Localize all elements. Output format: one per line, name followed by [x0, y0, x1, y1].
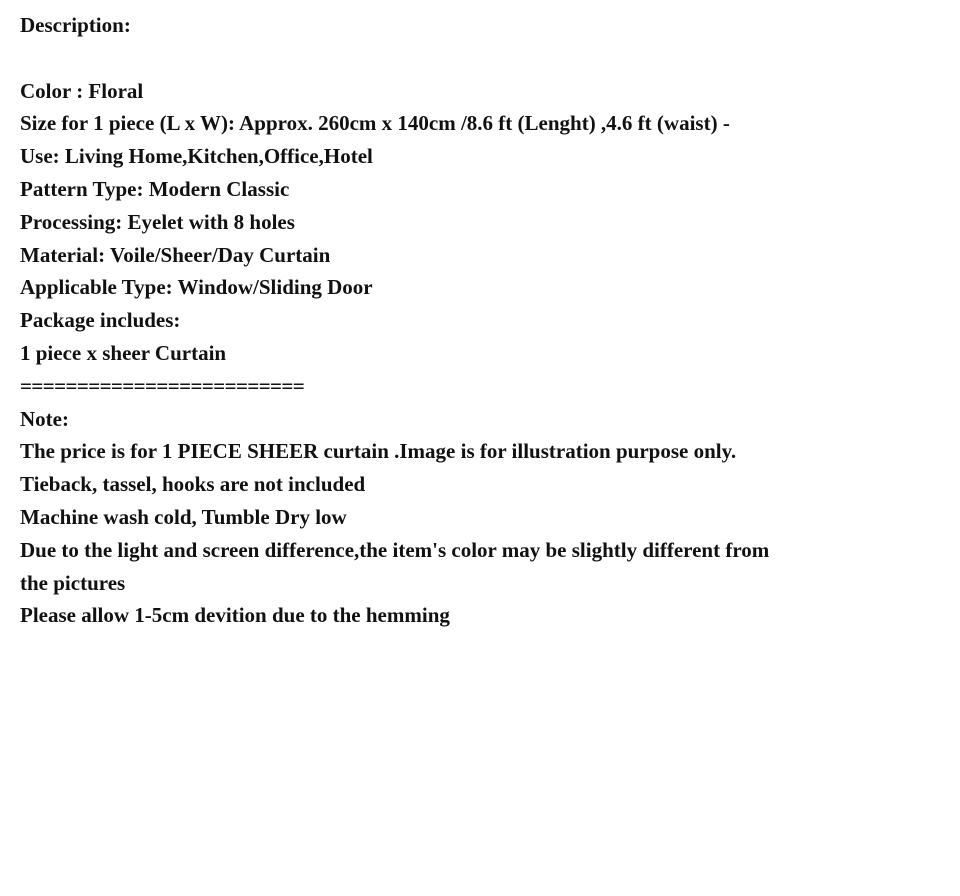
applicable-type-spec: Applicable Type: Window/Sliding Door — [20, 275, 373, 300]
pattern-type-spec: Pattern Type: Modern Classic — [20, 176, 290, 201]
color-spec: Color : Floral — [20, 78, 144, 103]
package-item: 1 piece x sheer Curtain — [20, 340, 227, 365]
processing-spec: Processing: Eyelet with 8 holes — [20, 209, 295, 234]
material-spec: Material: Voile/Sheer/Day Curtain — [20, 242, 331, 267]
package-heading: Package includes: — [20, 308, 181, 333]
note-line-washing: Machine wash cold, Tumble Dry low — [20, 504, 347, 529]
blank-line — [20, 42, 900, 75]
product-description — [20, 9, 900, 632]
use-spec: Use: Living Home,Kitchen,Office,Hotel — [20, 144, 373, 169]
note-heading: Note: — [20, 406, 69, 431]
note-line-price: The price is for 1 PIECE SHEER curtain .Image is for illustration purpose only. — [20, 439, 737, 464]
separator-line: ========================= — [20, 373, 305, 398]
size-spec: Size for 1 piece (L x W): Approx. 260cm x 140cm /8.6 ft (Lenght) ,4.6 ft (waist) - — [20, 111, 730, 136]
note-line-accessories: Tieback, tassel, hooks are not included — [20, 472, 366, 497]
note-line-hemming: Please allow 1-5cm devition due to the hemming — [20, 603, 450, 628]
note-line-color-difference-cont: the pictures — [20, 570, 126, 595]
note-line-color-difference: Due to the light and screen difference,the item's color may be slightly different from — [20, 537, 770, 562]
description-heading: Description: — [20, 13, 131, 37]
